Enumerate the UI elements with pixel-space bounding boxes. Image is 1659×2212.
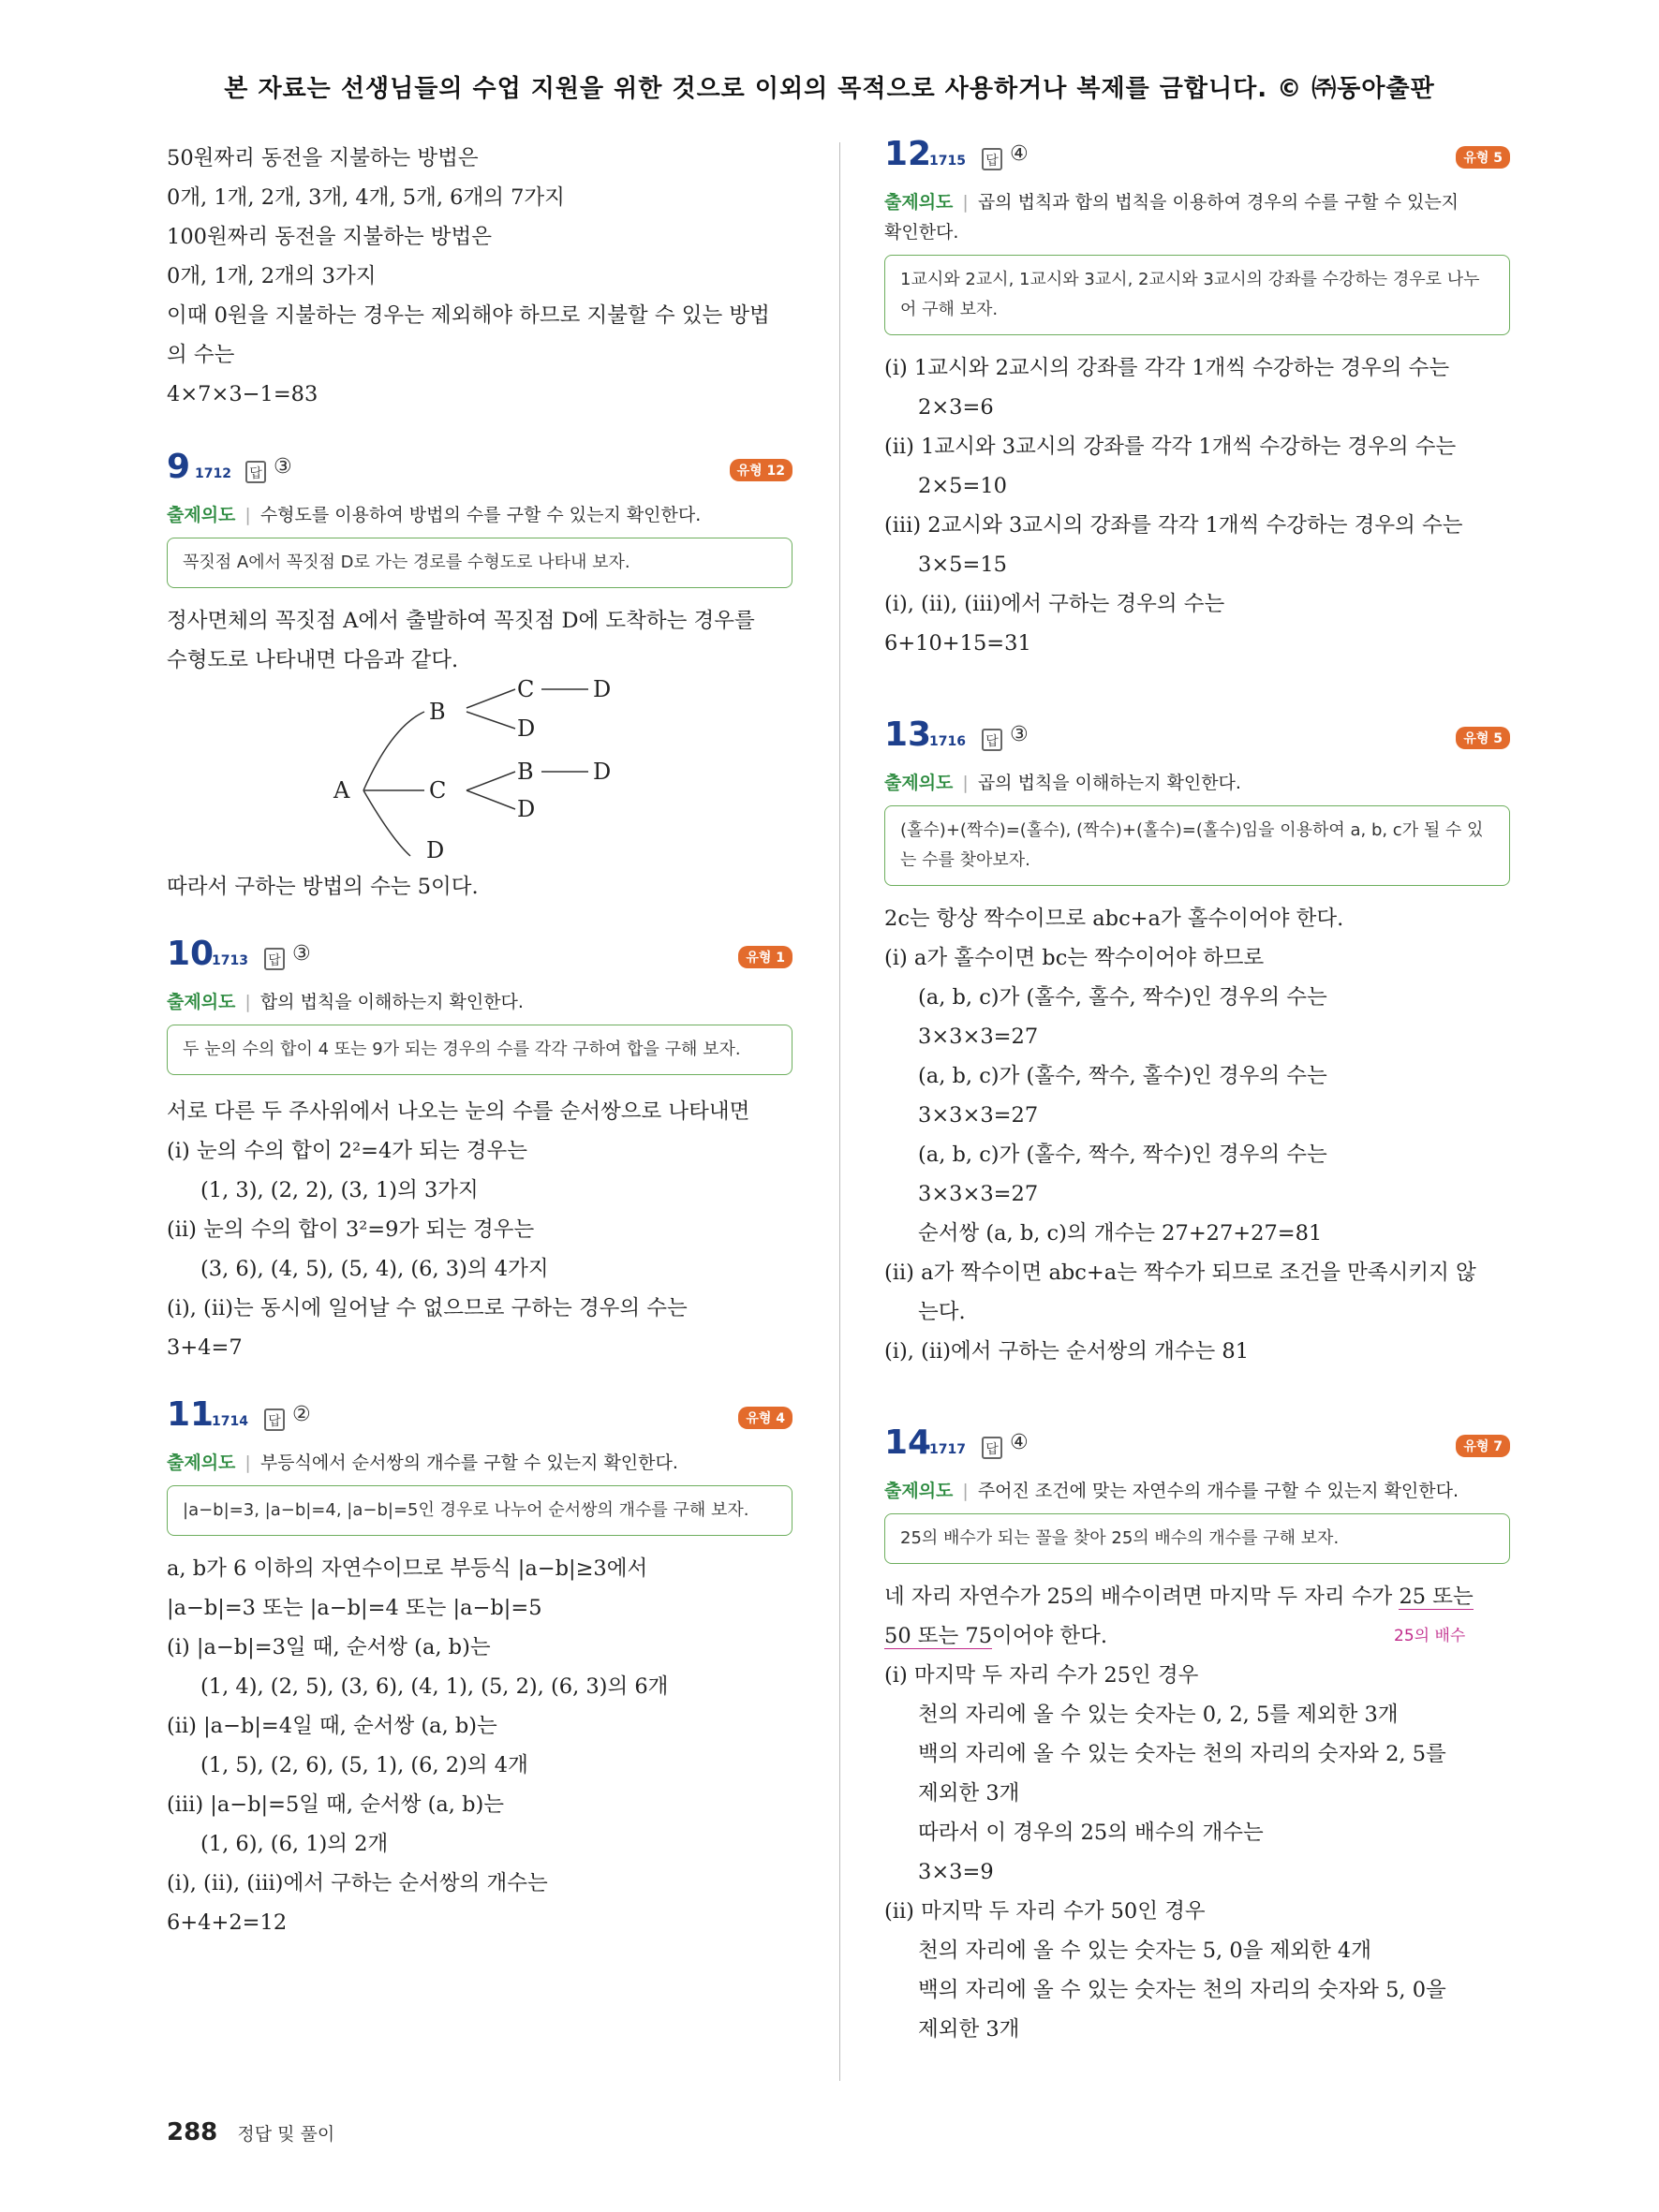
text-line: 50원짜리 동전을 지불하는 방법은 xyxy=(167,146,479,170)
intent-label: 출제의도 xyxy=(884,773,954,793)
problem-9 xyxy=(167,448,792,907)
text-line: 0개, 1개, 2개, 3개, 4개, 5개, 6개의 7가지 xyxy=(167,185,565,210)
text-line: (ⅱ) 눈의 수의 합이 3²=9가 되는 경우는 xyxy=(167,1217,535,1242)
text-line: 천의 자리에 올 수 있는 숫자는 0, 2, 5를 제외한 3개 xyxy=(918,1703,1399,1727)
tree-node-c: C xyxy=(517,676,535,702)
hint-box: 1교시와 2교시, 1교시와 3교시, 2교시와 3교시의 강좌를 수강하는 경우로 나누어 구해 보자. xyxy=(884,255,1510,335)
answer-value: ③ xyxy=(292,942,311,966)
problem-code: 1714 xyxy=(212,1414,248,1429)
underlined-text: 25 또는 xyxy=(1399,1585,1474,1609)
intent-label: 출제의도 xyxy=(167,1453,236,1473)
problem-header xyxy=(884,715,1510,768)
text-line: (ⅲ) |a−b|=5일 때, 순서쌍 (a, b)는 xyxy=(167,1792,504,1817)
text-line: (a, b, c)가 (홀수, 짝수, 홀수)인 경우의 수는 xyxy=(918,1064,1327,1088)
text-line: a, b가 6 이하의 자연수이므로 부등식 |a−b|≥3에서 xyxy=(167,1556,648,1581)
text-line: 6+10+15=31 xyxy=(884,631,1031,656)
intro-solution xyxy=(167,139,792,414)
answer-value: ③ xyxy=(274,455,292,479)
text-line: 제외한 3개 xyxy=(918,2017,1020,2042)
text-line: (1, 3), (2, 2), (3, 1)의 3가지 xyxy=(200,1178,479,1202)
answer-icon: 답 xyxy=(982,148,1002,170)
problem-code: 1713 xyxy=(212,953,248,968)
tree-node-d: D xyxy=(517,715,536,742)
hint-box: (홀수)+(짝수)=(홀수), (짝수)+(홀수)=(홀수)임을 이용하여 a, b, c가 될 수 있는 수를 찾아보자. xyxy=(884,805,1510,886)
answer-icon: 답 xyxy=(982,729,1002,751)
text-line: 4×7×3−1=83 xyxy=(167,382,318,406)
text-line: 2c는 항상 짝수이므로 abc+a가 홀수이어야 한다. xyxy=(884,907,1344,931)
tree-diagram xyxy=(167,676,792,863)
text-line: 제외한 3개 xyxy=(918,1781,1020,1806)
hint-box: |a−b|=3, |a−b|=4, |a−b|=5인 경우로 나누어 순서쌍의 개수를 구해 보자. xyxy=(167,1485,792,1536)
page-number: 288 xyxy=(167,2118,218,2146)
hint-box: 꼭짓점 A에서 꼭짓점 D로 가는 경로를 수형도로 나타내 보자. xyxy=(167,538,792,588)
problem-code: 1715 xyxy=(929,154,966,169)
text-line: (3, 6), (4, 5), (5, 4), (6, 3)의 4가지 xyxy=(200,1257,549,1281)
text-line: 6+4+2=12 xyxy=(167,1910,288,1935)
text-line xyxy=(884,1577,1510,1616)
answer-icon: 답 xyxy=(982,1437,1002,1459)
text-line: 3×3×3=27 xyxy=(918,1182,1039,1206)
text-line: 이때 0원을 지불하는 경우는 제외해야 하므로 지불할 수 있는 방법 xyxy=(167,303,770,328)
problem-13 xyxy=(884,715,1510,1371)
intent-line xyxy=(884,187,1510,217)
annotation-note: 25의 배수 xyxy=(1394,1627,1466,1645)
text-line: 3×3×3=27 xyxy=(918,1025,1039,1049)
problem-11 xyxy=(167,1395,792,1942)
separator: | xyxy=(962,773,969,793)
text-line: 순서쌍 (a, b, c)의 개수는 27+27+27=81 xyxy=(918,1221,1323,1246)
text-line: (ⅰ) 마지막 두 자리 수가 25인 경우 xyxy=(884,1663,1199,1688)
answer-icon: 답 xyxy=(245,461,266,483)
separator: | xyxy=(244,992,251,1012)
text-line: (a, b, c)가 (홀수, 홀수, 짝수)인 경우의 수는 xyxy=(918,985,1327,1010)
tree-node-d: D xyxy=(593,676,612,702)
problem-header xyxy=(167,448,792,500)
problem-number: 13 xyxy=(884,715,932,754)
text-line: (ⅰ), (ⅱ), (ⅲ)에서 구하는 경우의 수는 xyxy=(884,592,1225,616)
left-column xyxy=(167,139,792,1942)
text-line: 따라서 이 경우의 25의 배수의 개수는 xyxy=(918,1821,1264,1845)
answer-value: ④ xyxy=(1010,1431,1029,1454)
problem-number: 10 xyxy=(167,935,215,973)
intent-text: 합의 법칙을 이해하는지 확인한다. xyxy=(259,992,524,1012)
text-line: 백의 자리에 올 수 있는 숫자는 천의 자리의 숫자와 2, 5를 xyxy=(918,1742,1446,1766)
text-line: 백의 자리에 올 수 있는 숫자는 천의 자리의 숫자와 5, 0을 xyxy=(918,1978,1446,2002)
page-footer xyxy=(167,2118,334,2146)
text-line xyxy=(884,1616,1510,1656)
tree-node-c: C xyxy=(429,777,447,804)
text-line: 3×3=9 xyxy=(918,1860,994,1884)
underlined-text: 50 또는 75 xyxy=(884,1624,993,1648)
intent-line xyxy=(884,768,1510,798)
column-divider xyxy=(839,142,840,2081)
intent-text: 곱의 법칙과 합의 법칙을 이용하여 경우의 수를 구할 수 있는지 xyxy=(977,192,1459,213)
text-line: (ⅱ) |a−b|=4일 때, 순서쌍 (a, b)는 xyxy=(167,1714,497,1738)
text-line: (ⅲ) 2교시와 3교시의 강좌를 각각 1개씩 수강하는 경우의 수는 xyxy=(884,513,1463,538)
problem-number: 12 xyxy=(884,135,932,173)
text-line: 의 수는 xyxy=(167,343,235,367)
tree-node-b: B xyxy=(429,699,446,725)
answer-value: ④ xyxy=(1010,142,1029,166)
intent-text: 수형도를 이용하여 방법의 수를 구할 수 있는지 확인한다. xyxy=(259,505,702,525)
problem-code: 1716 xyxy=(929,734,966,749)
footer-label: 정답 및 풀이 xyxy=(237,2124,335,2145)
problem-number: 14 xyxy=(884,1423,932,1462)
text-line: (ⅰ), (ⅱ)는 동시에 일어날 수 없으므로 구하는 경우의 수는 xyxy=(167,1296,688,1320)
intent-label: 출제의도 xyxy=(884,1481,954,1501)
type-badge: 유형 7 xyxy=(1456,1435,1510,1457)
intent-label: 출제의도 xyxy=(884,192,954,213)
text-segment: 이어야 한다. xyxy=(992,1624,1108,1648)
intent-label: 출제의도 xyxy=(167,992,236,1012)
text-line: 0개, 1개, 2개의 3가지 xyxy=(167,264,377,288)
tree-node-d: D xyxy=(426,837,445,863)
separator: | xyxy=(244,505,251,525)
intent-line xyxy=(884,1476,1510,1506)
text-line: (ⅰ), (ⅱ)에서 구하는 순서쌍의 개수는 81 xyxy=(884,1339,1250,1364)
intent-text: 주어진 조건에 맞는 자연수의 개수를 구할 수 있는지 확인한다. xyxy=(977,1481,1459,1501)
type-badge: 유형 5 xyxy=(1456,727,1510,749)
text-line: 따라서 구하는 방법의 수는 5이다. xyxy=(167,875,479,899)
answer-icon: 답 xyxy=(264,1408,285,1431)
text-line: (ⅰ), (ⅱ), (ⅲ)에서 구하는 순서쌍의 개수는 xyxy=(167,1871,548,1895)
tree-node-a: A xyxy=(333,777,350,804)
intent-text: 부등식에서 순서쌍의 개수를 구할 수 있는지 확인한다. xyxy=(259,1453,678,1473)
text-line: (1, 4), (2, 5), (3, 6), (4, 1), (5, 2), (6, 3)의 6개 xyxy=(200,1674,669,1699)
tree-node-b: B xyxy=(517,759,534,785)
hint-box: 25의 배수가 되는 꼴을 찾아 25의 배수의 개수를 구해 보자. xyxy=(884,1513,1510,1564)
intent-line-2: 확인한다. xyxy=(884,222,959,243)
separator: | xyxy=(244,1453,251,1473)
text-line: (1, 6), (6, 1)의 2개 xyxy=(200,1832,389,1856)
problem-header xyxy=(167,935,792,987)
problem-code: 1712 xyxy=(195,466,231,481)
intent-line xyxy=(167,987,792,1017)
text-segment: 네 자리 자연수가 25의 배수이려면 마지막 두 자리 수가 xyxy=(884,1585,1400,1609)
hint-box: 두 눈의 수의 합이 4 또는 9가 되는 경우의 수를 각각 구하여 합을 구해 보자. xyxy=(167,1025,792,1075)
text-line: 2×3=6 xyxy=(918,395,994,420)
text-line: 2×5=10 xyxy=(918,474,1007,498)
text-line: 는다. xyxy=(918,1300,966,1324)
problem-code: 1717 xyxy=(929,1442,966,1457)
answer-icon: 답 xyxy=(264,948,285,970)
problem-header xyxy=(884,135,1510,187)
answer-value: ③ xyxy=(1010,723,1029,746)
problem-number: 9 xyxy=(167,448,191,486)
problem-header xyxy=(167,1395,792,1448)
text-line: 3×3×3=27 xyxy=(918,1103,1039,1128)
text-line: 천의 자리에 올 수 있는 숫자는 5, 0을 제외한 4개 xyxy=(918,1939,1371,1963)
answer-value: ② xyxy=(292,1403,311,1426)
tree-node-d: D xyxy=(593,759,612,785)
problem-10 xyxy=(167,935,792,1367)
intent-text: 곱의 법칙을 이해하는지 확인한다. xyxy=(977,773,1241,793)
tree-lines xyxy=(167,680,792,858)
type-badge: 유형 1 xyxy=(738,946,792,968)
intent-label: 출제의도 xyxy=(167,505,236,525)
text-line: 3×5=15 xyxy=(918,553,1007,577)
text-line: |a−b|=3 또는 |a−b|=4 또는 |a−b|=5 xyxy=(167,1596,542,1620)
text-line: (ⅱ) a가 짝수이면 abc+a는 짝수가 되므로 조건을 만족시키지 않 xyxy=(884,1261,1476,1285)
separator: | xyxy=(962,192,969,213)
problem-14 xyxy=(884,1423,1510,2049)
text-line: (a, b, c)가 (홀수, 짝수, 짝수)인 경우의 수는 xyxy=(918,1143,1327,1167)
text-line: (ⅰ) a가 홀수이면 bc는 짝수이어야 하므로 xyxy=(884,946,1265,970)
text-line: (ⅰ) 1교시와 2교시의 강좌를 각각 1개씩 수강하는 경우의 수는 xyxy=(884,356,1450,380)
text-line: (ⅱ) 마지막 두 자리 수가 50인 경우 xyxy=(884,1899,1206,1924)
text-line: 3+4=7 xyxy=(167,1335,243,1360)
tree-node-d: D xyxy=(517,796,536,822)
type-badge: 유형 5 xyxy=(1456,146,1510,169)
problem-12 xyxy=(884,135,1510,663)
text-line: 정사면체의 꼭짓점 A에서 출발하여 꼭짓점 D에 도착하는 경우를 xyxy=(167,609,755,633)
problem-header xyxy=(884,1423,1510,1476)
copyright-notice: 본 자료는 선생님들의 수업 지원을 위한 것으로 이외의 목적으로 사용하거나 복제를 금합니다. © ㈜동아출판 xyxy=(224,75,1435,103)
type-badge: 유형 12 xyxy=(730,459,792,481)
problem-number: 11 xyxy=(167,1395,215,1434)
text-line: 수형도로 나타내면 다음과 같다. xyxy=(167,648,459,672)
text-line: (1, 5), (2, 6), (5, 1), (6, 2)의 4개 xyxy=(200,1753,528,1777)
right-column xyxy=(884,135,1510,2049)
text-line: (ⅰ) 눈의 수의 합이 2²=4가 되는 경우는 xyxy=(167,1139,527,1163)
separator: | xyxy=(962,1481,969,1501)
intent-line xyxy=(167,1448,792,1478)
text-line: (ⅱ) 1교시와 3교시의 강좌를 각각 1개씩 수강하는 경우의 수는 xyxy=(884,435,1457,459)
text-line: (ⅰ) |a−b|=3일 때, 순서쌍 (a, b)는 xyxy=(167,1635,491,1659)
text-line: 서로 다른 두 주사위에서 나오는 눈의 수를 순서쌍으로 나타내면 xyxy=(167,1099,750,1124)
intent-line xyxy=(167,500,792,530)
text-line: 100원짜리 동전을 지불하는 방법은 xyxy=(167,225,492,249)
type-badge: 유형 4 xyxy=(738,1407,792,1429)
